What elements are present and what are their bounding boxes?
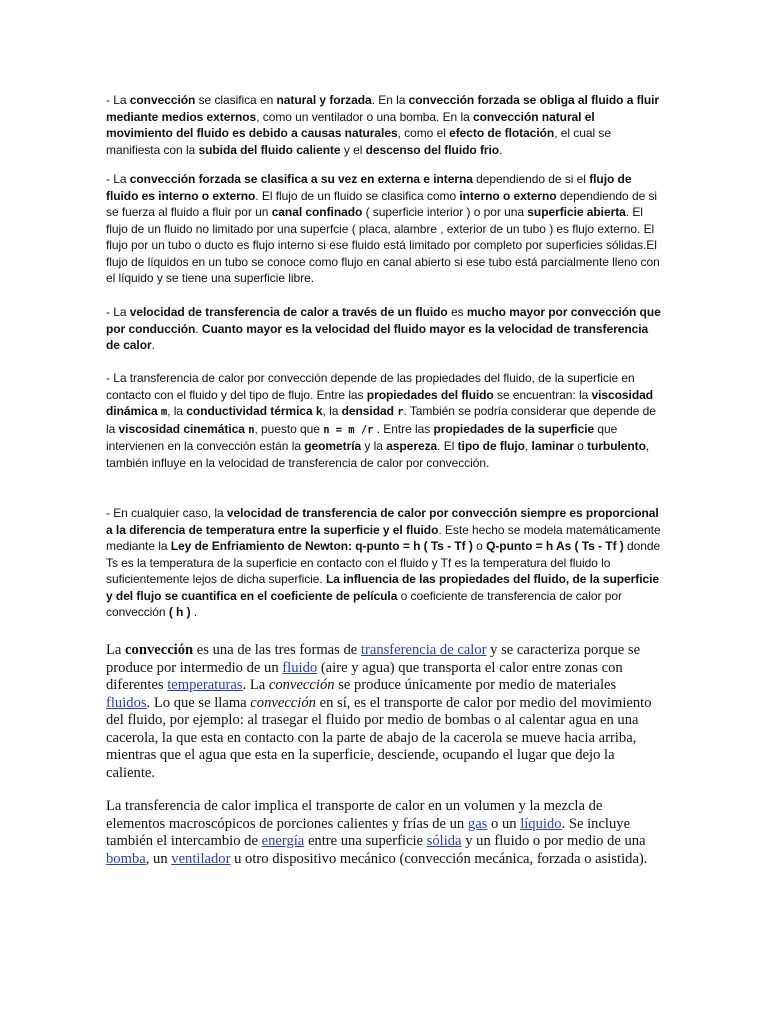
text-run: , el cual se manifiesta con la bbox=[106, 126, 611, 157]
bold-term: viscosidad dinámica bbox=[106, 387, 654, 418]
link-bomba[interactable]: bomba bbox=[106, 850, 146, 867]
text-run: o un bbox=[487, 815, 521, 832]
text-run: , la bbox=[167, 404, 187, 418]
text-run: La bbox=[106, 642, 126, 658]
bold-term: Ley de Enfriamiento de Newton: q-punto = h ( Ts - Tf ) bbox=[170, 539, 473, 553]
text-run: La transferencia de calor implica el transporte de calor en un volumen y la mezcla de elementos macroscópicos de porciones calientes y frías de un bbox=[106, 798, 603, 832]
text-run: se produce únicamente por medio de materiales bbox=[334, 677, 617, 693]
text-run: - En cualquier caso, la bbox=[106, 506, 227, 520]
bold-term: ( h ) bbox=[168, 605, 191, 619]
paragraph-newton bbox=[106, 505, 662, 621]
link-gas[interactable]: gas bbox=[467, 815, 488, 832]
bold-term: mucho mayor por convección que por conducción bbox=[106, 305, 661, 336]
text-run: . Se incluye también el intercambio de bbox=[106, 815, 631, 849]
bold-term: velocidad de transferencia de calor a través de un fluido bbox=[129, 305, 448, 319]
text-run: dependiendo de si se fuerza al fluido a fluir por un bbox=[106, 188, 658, 219]
text-run: . bbox=[190, 605, 198, 619]
symbol-rho: r bbox=[397, 406, 404, 418]
text-run: . Lo que se llama bbox=[146, 694, 251, 711]
bold-term: laminar bbox=[531, 439, 574, 453]
paragraph-transporte bbox=[106, 798, 662, 868]
bold-term: canal confinado bbox=[271, 205, 363, 219]
text-run: , la bbox=[322, 404, 342, 418]
text-run: entre una superficie bbox=[304, 833, 427, 849]
formula-nu: n = m /r bbox=[323, 423, 374, 436]
text-run: . El bbox=[437, 439, 458, 453]
text-run: donde Ts es la temperatura de la superficie en contacto con el fluido y Tf es la temperatura del fluido lo suficientemente lejos de dicha superficie. bbox=[106, 539, 661, 586]
bold-term: convección natural el movimiento del fluido es debido a causas naturales bbox=[106, 109, 595, 140]
link-fluidos[interactable]: fluidos bbox=[106, 694, 147, 711]
bold-term: interno o externo bbox=[459, 188, 557, 203]
text-run: que intervienen en la convección están la bbox=[106, 421, 618, 453]
text-run: y un fluido o por medio de una bbox=[461, 833, 646, 849]
text-run: - La bbox=[106, 172, 130, 186]
text-run: . Entre las bbox=[373, 421, 434, 436]
symbol-nu: n bbox=[248, 423, 255, 436]
text-run: , puesto que bbox=[254, 421, 324, 436]
text-run: . bbox=[499, 142, 503, 157]
bold-term: efecto de flotación bbox=[449, 126, 555, 140]
link-transferencia-de-calor[interactable]: transferencia de calor bbox=[360, 642, 487, 658]
text-run: . También se podría considerar que depende de la bbox=[106, 404, 656, 436]
text-run: u otro dispositivo mecánico (convección mecánica, forzada o asistida). bbox=[230, 850, 648, 867]
paragraph-text bbox=[106, 370, 662, 471]
paragraph-velocidad bbox=[106, 304, 662, 354]
text-run: en sí, es el transporte de calor por medio del movimiento del fluido, por ejemplo: al trasegar el fluido por medio de bombas o al calentar agua en una cacerola, la que esta en contacto con la parte de abajo de la cacerola se mueve hacia arriba, mientras que el agua que esta en la superficie, desciende, ocupando el lugar que dejo la caliente. bbox=[106, 694, 652, 781]
paragraph-text bbox=[106, 304, 662, 354]
paragraph-text bbox=[106, 92, 662, 158]
text-run: , como un ventilador o una bomba. En la bbox=[256, 109, 473, 124]
link-liquido[interactable]: líquido bbox=[520, 815, 562, 832]
bold-term: turbulento bbox=[587, 439, 646, 453]
text-run: . bbox=[151, 338, 155, 352]
paragraph-clasificacion bbox=[106, 92, 662, 158]
text-run: . El flujo de un fluido se clasifica como bbox=[255, 188, 460, 203]
bold-term: tipo de flujo bbox=[457, 439, 525, 453]
paragraph-text bbox=[106, 171, 662, 287]
paragraph-forzada bbox=[106, 171, 662, 287]
bold-term: propiedades de la superficie bbox=[433, 421, 595, 436]
italic-term: convección bbox=[268, 677, 335, 693]
text-run: (aire y agua) que transporta el calor entre zonas con diferentes bbox=[106, 659, 623, 693]
text-run: . En la bbox=[371, 93, 409, 107]
bold-term: Cuanto mayor es la velocidad del fluido mayor es la velocidad de transferencia de calor bbox=[106, 321, 649, 352]
symbol-mu: m bbox=[160, 406, 168, 418]
bold-term: La influencia de las propiedades del fluido, de la superficie y del flujo se cuantifica en el coeficiente de película bbox=[106, 572, 660, 603]
text-run: dependiendo de si el bbox=[472, 172, 590, 186]
bold-term: geometría bbox=[304, 439, 362, 453]
text-run: o coeficiente de transferencia de calor por convección bbox=[106, 588, 622, 619]
bold-term: densidad bbox=[341, 404, 394, 418]
text-run: y se caracteriza porque se produce por intermedio de un bbox=[106, 642, 641, 676]
text-run: ( superficie interior ) o por una bbox=[362, 205, 528, 219]
bold-term: subida del fluido caliente bbox=[198, 142, 341, 157]
paragraph-text bbox=[106, 798, 662, 868]
bold-term: convección bbox=[129, 93, 196, 107]
text-run: y el bbox=[340, 142, 366, 157]
bold-term: aspereza bbox=[386, 439, 438, 453]
text-run: . bbox=[195, 321, 202, 336]
paragraph-propiedades bbox=[106, 370, 662, 471]
bold-term: viscosidad cinemática bbox=[118, 421, 245, 436]
text-run: se encuentran: la bbox=[493, 387, 592, 402]
bold-term: conductividad térmica k bbox=[186, 404, 323, 418]
link-solida[interactable]: sólida bbox=[426, 833, 462, 849]
text-run: . El flujo de un fluido no limitado por una superfcie ( placa, alambre , exterior de un tubo ) es flujo externo. El flujo por un tubo o ducto es flujo interno si ese fluido está limitado por completo por superficies sólidas.El flujo de líquidos en un tubo se conoce como flujo en canal abierto si ese tubo está parcialmente lleno con el líquido y se tiene una superficie libre. bbox=[106, 205, 660, 285]
text-run: - La bbox=[106, 305, 130, 319]
link-energia[interactable]: energía bbox=[261, 833, 305, 849]
text-run: y la bbox=[361, 439, 387, 453]
bold-term: velocidad de transferencia de calor por convección siempre es proporcional a la diferencia de temperatura entre la superficie y el fluido bbox=[106, 506, 659, 537]
text-run: . La bbox=[242, 677, 269, 693]
text-run: - La transferencia de calor por convección depende de las propiedades del fluido, de la superficie en contacto con el fluido y del tipo de flujo. Entre las bbox=[106, 371, 635, 402]
bold-term: natural y forzada bbox=[276, 93, 372, 107]
text-run: es bbox=[447, 305, 467, 319]
text-run: - La bbox=[106, 93, 130, 107]
bold-term: convección bbox=[125, 642, 194, 658]
text-run: es una de las tres formas de bbox=[193, 642, 361, 658]
bold-term: convección forzada se clasifica a su vez en externa e interna bbox=[129, 172, 473, 186]
link-fluido[interactable]: fluido bbox=[282, 659, 318, 676]
text-run: , bbox=[524, 439, 532, 453]
paragraph-text bbox=[106, 505, 662, 621]
paragraph-definicion bbox=[106, 642, 662, 782]
paragraph-text bbox=[106, 642, 662, 782]
text-run: o bbox=[573, 439, 588, 453]
bold-term: flujo de fluido es interno o externo bbox=[106, 172, 632, 203]
bold-term: Q-punto = h As ( Ts - Tf ) bbox=[486, 539, 624, 553]
bold-term: descenso del fluido frio bbox=[365, 142, 500, 157]
link-ventilador[interactable]: ventilador bbox=[171, 850, 231, 867]
bold-term: superficie abierta bbox=[527, 205, 626, 219]
text-run: , también influye en la velocidad de transferencia de calor por convección. bbox=[106, 439, 650, 470]
text-run: , como el bbox=[397, 126, 450, 140]
text-run: , un bbox=[145, 850, 172, 867]
text-run: . Este hecho se modela matemáticamente mediante la bbox=[106, 522, 661, 553]
link-temperaturas[interactable]: temperaturas bbox=[167, 677, 243, 693]
bold-term: propiedades del fluido bbox=[366, 387, 494, 402]
text-run: o bbox=[472, 539, 487, 553]
bold-term: convección forzada se obliga al fluido a fluir mediante medios externos bbox=[106, 93, 660, 124]
text-run: se clasifica en bbox=[195, 93, 277, 107]
italic-term: convección bbox=[250, 694, 316, 711]
